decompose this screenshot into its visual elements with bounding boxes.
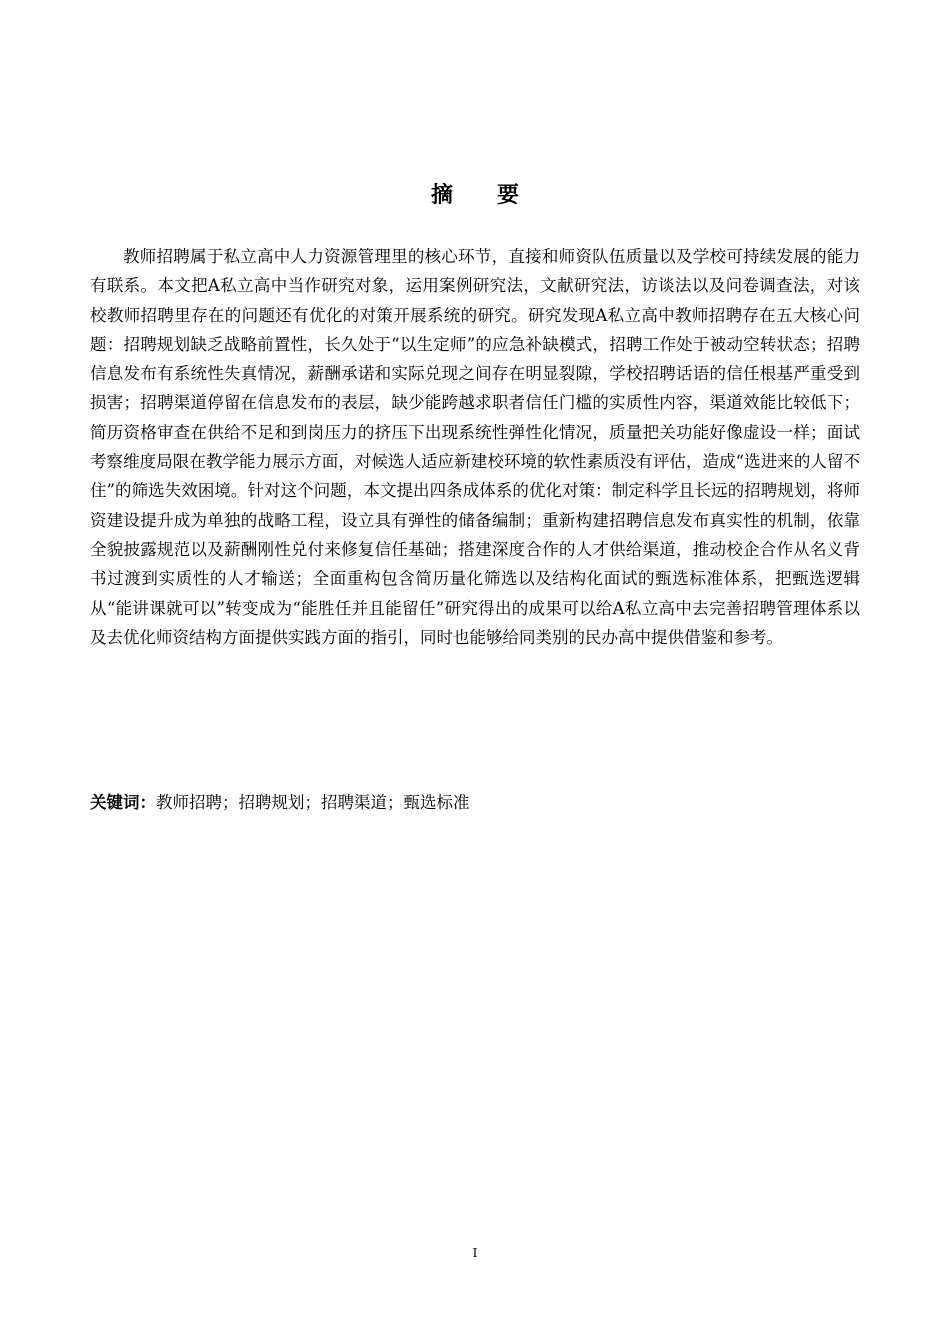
abstract-paragraph: 教师招聘属于私立高中人力资源管理里的核心环节，直接和师资队伍质量以及学校可持续发展的能力有联系。本文把A私立高中当作研究对象，运用案例研究法，文献研究法，访谈法以及问卷调查法，对该校教师招聘里存在的问题还有优化的对策开展系统的研究。研究发现A私立高中教师招聘存在五大核心问题：招聘规划缺乏战略前置性，长久处于“以生定师”的应急补缺模式，招聘工作处于被动空转状态；招聘信息发布有系统性失真情况，薪酬承诺和实际兑现之间存在明显裂隙，学校招聘话语的信任根基严重受到损害；招聘渠道停留在信息发布的表层，缺少能跨越求职者信任门槛的实质性内容，渠道效能比较低下；简历资格审查在供给不足和到岗压力的挤压下出现系统性弹性化情况，质量把关功能好像虚设一样；面试考察维度局限在教学能力展示方面，对候选人适应新建校环境的软性素质没有评估，造成“选进来的人留不住”的筛选失效困境。针对这个问题，本文提出四条成体系的优化对策：制定科学且长远的招聘规划，将师资建设提升成为单独的战略工程，设立具有弹性的储备编制；重新构建招聘信息发布真实性的机制，依靠全貌披露规范以及薪酬刚性兑付来修复信任基础；搭建深度合作的人才供给渠道，推动校企合作从名义背书过渡到实质性的人才输送；全面重构包含简历量化筛选以及结构化面试的甄选标准体系，把甄选逻辑从“能讲课就可以”转变成为“能胜任并且能留任”研究得出的成果可以给A私立高中去完善招聘管理体系以及去优化师资结构方面提供实践方面的指引，同时也能够给同类别的民办高中提供借鉴和参考。 <box>90 247 860 647</box>
page-number: I <box>472 1246 478 1260</box>
title-char-2: 要 <box>497 183 520 208</box>
keywords-text: 教师招聘；招聘规划；招聘渠道；甄选标准 <box>156 793 470 812</box>
abstract-title <box>0 178 950 209</box>
title-char-1: 摘 <box>430 183 453 208</box>
keywords-line <box>90 788 860 817</box>
keywords-label: 关键词： <box>90 793 156 812</box>
